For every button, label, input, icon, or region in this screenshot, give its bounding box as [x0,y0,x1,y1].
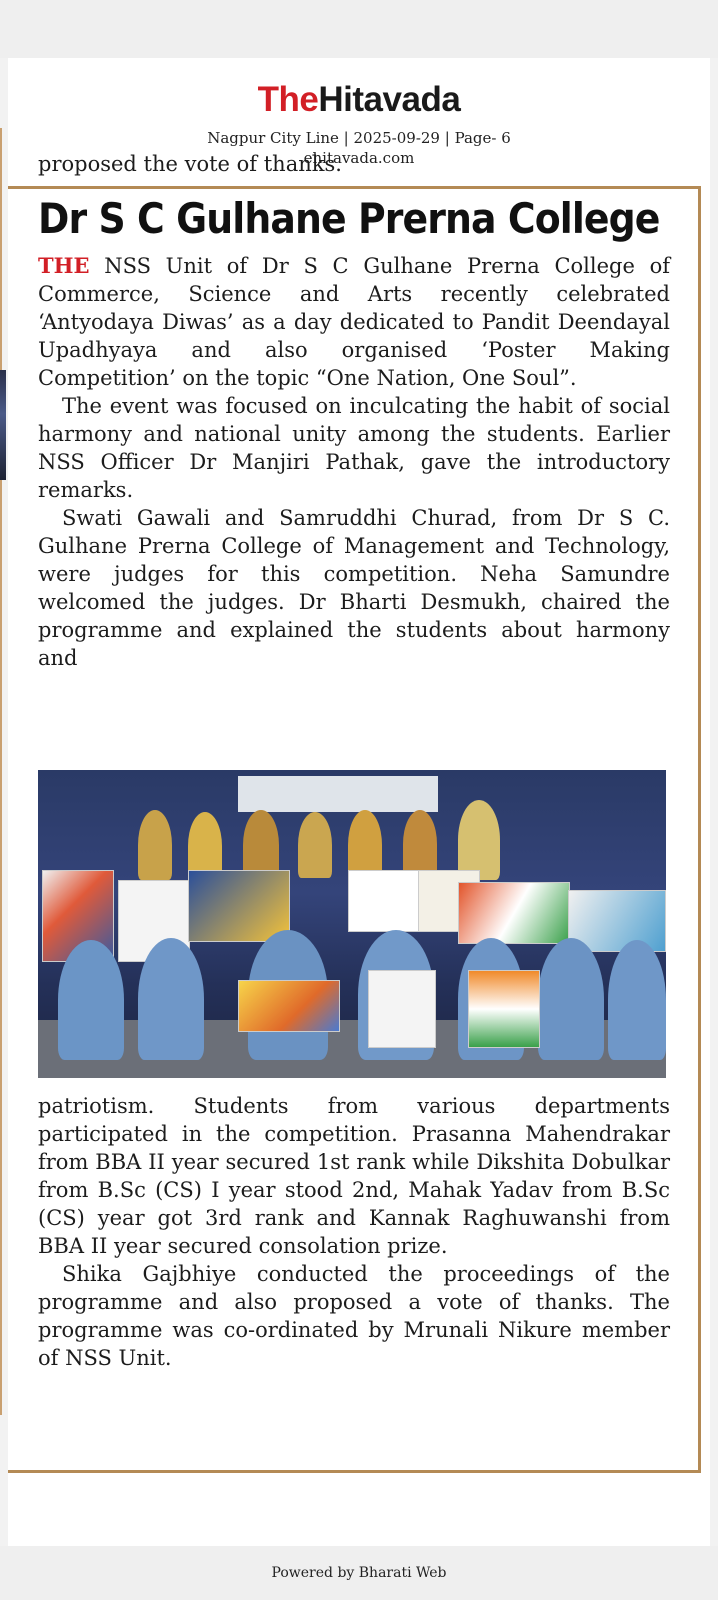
event-photo [38,770,666,1078]
paragraph-3: Swati Gawali and Samruddhi Churad, from Dr S C. Gulhane Prerna College of Management and Technology, were judges for this competition. Neha Samundre welcomed the judges. Dr Bharti Desmukh, chaired the programme and explained the students about harmony and [38,506,670,670]
top-bar [0,0,718,58]
newspaper-logo [8,78,710,122]
column-edge [0,128,2,1415]
photo-person [538,938,604,1060]
photo-person [138,938,204,1060]
article-body-continued [38,1092,670,1372]
photo-poster [468,970,540,1048]
paragraph-1-text: NSS Unit of Dr S C Gulhane Prerna College of Commerce, Science and Arts recently celebrated ‘Antyodaya Diwas’ as a day dedicated to Pandit Deendayal Upadhyaya and also organised ‘Poster Making Competition’ on the topic “One Nation, One Soul”. [38,254,671,390]
powered-by-link[interactable]: Powered by Bharati Web [271,1565,447,1581]
photo-person [458,800,500,880]
photo-poster [368,970,436,1048]
photo-banner [238,776,438,812]
photo-person [608,940,666,1060]
paragraph-5: Shika Gajbhiye conducted the proceedings of the programme and also proposed a vote of thanks. The programme was co-ordinated by Mrunali Nikure member of NSS Unit. [38,1262,670,1370]
adjacent-column-image-edge [0,370,6,480]
article-top [38,150,670,672]
footer [0,1546,718,1600]
photo-person [58,940,124,1060]
photo-poster [348,870,420,932]
article-body [38,252,670,672]
logo-name: Hitavada [318,80,461,119]
previous-article-fragment: proposed the vote of thanks. [38,152,342,176]
photo-person [138,810,172,880]
article-headline: Dr S C Gulhane Prerna College [38,194,660,243]
website-link[interactable]: ehitavada.com [303,149,415,167]
photo-poster [188,870,290,942]
article-continued [38,1092,670,1372]
photo-person [298,812,332,878]
lead-word: THE [38,253,90,278]
paragraph-1 [38,252,670,392]
photo-person [403,810,437,878]
paragraph-2: The event was focused on inculcating the habit of social harmony and national unity among the students. Earlier NSS Officer Dr Manjiri Pathak, gave the introductory remarks. [38,394,670,502]
paragraph-4: patriotism. Students from various departments participated in the competition. Prasanna Mahendrakar from BBA II year secured 1st rank while Dikshita Dobulkar from B.Sc (CS) I year stood 2nd, Mahak Yadav from B.Sc (CS) year got 3rd rank and Kannak Raghuwanshi from BBA II year secured consolation prize. [38,1094,670,1258]
edition-line: Nagpur City Line | 2025-09-29 | Page- 6 [207,129,511,147]
photo-poster [458,882,570,944]
logo-the: The [257,80,319,119]
photo-poster [238,980,340,1032]
